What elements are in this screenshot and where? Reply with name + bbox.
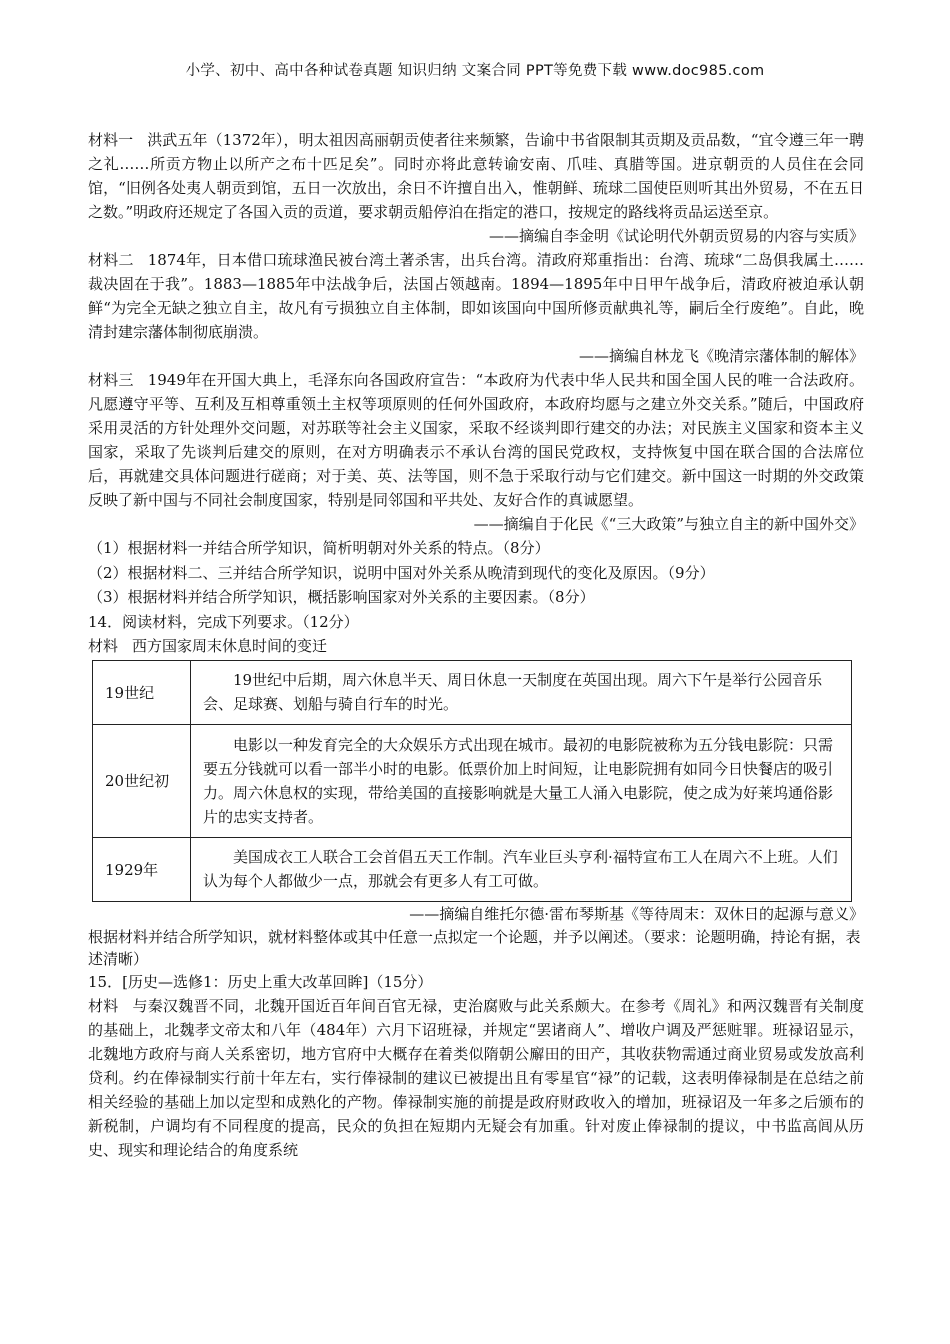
table-period: 19世纪 <box>93 660 191 724</box>
question-14-material-label: 材料 <box>88 637 119 655</box>
material-3-text: 1949年在开国大典上，毛泽东向各国政府宣告：“本政府为代表中华人民共和国全国人民的唯一合法政府。凡愿遵守平等、互利及互相尊重领土主权等项原则的任何外国政府，本政府均愿与之建立外交关系。”随后，中国政府采用灵活的方针处理外交问题，对苏联等社会主义国家，采取不经谈判即行建交的办法；对民族主义国家和资本主义国家，采取了先谈判后建交的原则，在对方明确表示不承认台湾的国民党政权，支持恢复中国在联合国的合法席位后，再就建交具体问题进行磋商；对于美、英、法等国，则不急于采取行动与它们建交。新中国这一时期的外交政策反映了新中国与不同社会制度国家，特别是同邻国和平共处、友好合作的真诚愿望。 <box>88 371 864 509</box>
question-14-material-heading <box>88 634 864 659</box>
material-3 <box>88 368 864 512</box>
question-14-prompt: 根据材料并结合所学知识，就材料整体或其中任意一点拟定一个论题，并予以阐述。（要求：论题明确，持论有据，表述清晰） <box>88 927 861 968</box>
exam-content <box>88 128 864 1162</box>
material-2-source: ——摘编自林龙飞《晚清宗藩体制的解体》 <box>578 347 864 365</box>
material-3-label: 材料三 <box>88 371 134 389</box>
question-15-title: 15．[历史—选修1：历史上重大改革回眸]（15分） <box>88 972 433 991</box>
question-14-material-title: 西方国家周末休息时间的变迁 <box>132 637 328 655</box>
question-14-title: 14．阅读材料，完成下列要求。（12分） <box>88 612 359 631</box>
question-13-3: （3）根据材料并结合所学知识，概括影响国家对外关系的主要因素。（8分） <box>88 588 595 606</box>
material-1-source: ——摘编自李金明《试论明代外朝贡贸易的内容与实质》 <box>488 227 864 245</box>
question-14-source: ——摘编自维托尔德·雷布琴斯基《等待周末：双休日的起源与意义》 <box>409 904 864 923</box>
material-1-label: 材料一 <box>88 131 134 149</box>
table-description: 美国成衣工人联合工会首倡五天工作制。汽车业巨头亨利·福特宣布工人在周六不上班。人们认为每个人都做少一点，那就会有更多人有工可做。 <box>191 837 852 901</box>
table-row <box>93 660 852 724</box>
material-2-label: 材料二 <box>88 251 134 269</box>
table-row <box>93 837 852 901</box>
page-header: 小学、初中、高中各种试卷真题 知识归纳 文案合同 PPT等免费下载 www.doc985.com <box>185 63 765 79</box>
material-2 <box>88 248 864 344</box>
table-description: 19世纪中后期，周六休息半天、周日休息一天制度在英国出现。周六下午是举行公园音乐会、足球赛、划船与骑自行车的时光。 <box>191 660 852 724</box>
question-13-2: （2）根据材料二、三并结合所学知识，说明中国对外关系从晚清到现代的变化及原因。（9分） <box>88 563 715 582</box>
weekend-history-table <box>92 660 852 902</box>
question-15-material-text: 与秦汉魏晋不同，北魏开国近百年间百官无禄，吏治腐败与此关系颇大。在参考《周礼》和两汉魏晋有关制度的基础上，北魏孝文帝太和八年（484年）六月下诏班禄，并规定“罢诸商人”、增收户调及严惩赃罪。班禄诏显示，北魏地方政府与商人关系密切，地方官府中大概存在着类似隋朝公廨田的田产，其收获物需通过商业贸易或发放高利贷利。约在俸禄制实行前十年左右，实行俸禄制的建议已被提出且有零星官“禄”的记载，这表明俸禄制是在总结之前相关经验的基础上加以定型和成熟化的产物。俸禄制实施的前提是政府财政收入的增加，班禄诏及一年多之后颁布的新税制，户调均有不同程度的提高，民众的负担在短期内无疑会有加重。针对废止俸禄制的提议，中书监高闾从历史、现实和理论结合的角度系统 <box>88 997 864 1159</box>
material-1 <box>88 128 864 224</box>
material-2-text: 1874年，日本借口琉球渔民被台湾土著杀害，出兵台湾。清政府郑重指出：台湾、琉球“二岛俱我属土……裁决固在于我”。1883—1885年中法战争后，法国占领越南。1894—1895年中日甲午战争后，清政府被迫承认朝鲜“为完全无缺之独立自主，故凡有亏损独立自主体制，即如该国向中国所修贡献典礼等，嗣后全行废绝”。自此，晚清封建宗藩体制彻底崩溃。 <box>88 251 864 341</box>
question-15-material <box>88 994 864 1162</box>
question-15-material-label: 材料 <box>88 997 119 1015</box>
table-description: 电影以一种发育完全的大众娱乐方式出现在城市。最初的电影院被称为五分钱电影院：只需要五分钱就可以看一部半小时的电影。低票价加上时间短，让电影院拥有如同今日快餐店的吸引力。周六休息权的实现，带给美国的直接影响就是大量工人涌入电影院，使之成为好莱坞通俗影片的忠实支持者。 <box>191 724 852 837</box>
material-1-text: 洪武五年（1372年），明太祖因高丽朝贡使者往来频繁，告谕中书省限制其贡期及贡品数，“宜令遵三年一聘之礼……所贡方物止以所产之布十匹足矣”。同时亦将此意转谕安南、爪哇、真腊等国。进京朝贡的人员住在会同馆，“旧例各处夷人朝贡到馆，五日一次放出，余日不许擅自出入，惟朝鲜、琉球二国使臣则听其出外贸易，不在五日之数。”明政府还规定了各国入贡的贡道，要求朝贡船停泊在指定的港口，按规定的路线将贡品运送至京。 <box>88 131 864 221</box>
table-period: 20世纪初 <box>93 724 191 837</box>
table-row <box>93 724 852 837</box>
question-13-1: （1）根据材料一并结合所学知识，简析明朝对外关系的特点。（8分） <box>88 539 550 557</box>
material-3-source: ——摘编自于化民《“三大政策”与独立自主的新中国外交》 <box>473 515 864 533</box>
table-period: 1929年 <box>93 837 191 901</box>
